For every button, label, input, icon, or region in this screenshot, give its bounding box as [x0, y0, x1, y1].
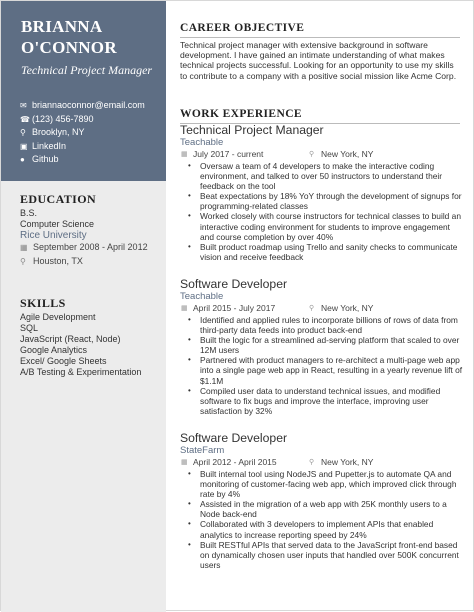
calendar-icon: ▦ [181, 459, 188, 466]
job-title: Technical Project Manager [180, 123, 324, 137]
contact-phone-text[interactable]: (123) 456-7890 [32, 113, 94, 124]
job-bullet: • Beat expectations by 18% YoY through the development of signups for programming-related classes [180, 191, 465, 211]
contact-location-text: Brooklyn, NY [32, 127, 85, 137]
job-entry [180, 277, 465, 416]
contact-github-link[interactable]: Github [32, 154, 59, 164]
job-location: New York, NY [321, 457, 374, 467]
job-bullet: • Oversaw a team of 4 developers to make the interactive coding environment, and talked to over 50 instructors to understand their feedback on the tool [180, 161, 465, 191]
job-bullet: • Built product roadmap using Trello and sanity checks to communicate vision and receive feedback [180, 242, 465, 262]
job-dates: April 2015 - July 2017 [193, 303, 276, 313]
contact-github[interactable] [20, 154, 164, 165]
job-bullet: • Worked closely with course instructors for technical classes to build an interactive coding environment for students to improve engagement and course completion by over 40% [180, 211, 465, 241]
job-dates: April 2012 - April 2015 [193, 457, 277, 467]
location-pin-icon: ⚲ [309, 459, 315, 466]
skill-item: Agile Development [20, 312, 96, 322]
email-icon: ✉ [20, 101, 27, 110]
education-field: Computer Science [20, 219, 95, 229]
job-entry [180, 431, 465, 570]
contact-list [20, 100, 164, 168]
experience-heading: WORK EXPERIENCE [180, 108, 302, 120]
contact-email-text[interactable]: briannaoconnor@email.com [32, 100, 145, 110]
education-dates: September 2008 - April 2012 [33, 242, 148, 252]
job-company: Teachable [180, 291, 224, 302]
skill-item: SQL [20, 323, 39, 333]
skill-item: JavaScript (React, Node) [20, 334, 121, 344]
job-meta [180, 457, 465, 468]
skill-item: Excel/ Google Sheets [20, 356, 107, 366]
job-entry [180, 123, 465, 262]
github-icon: ● [20, 155, 25, 164]
candidate-name: BRIANNA O'CONNOR [21, 17, 117, 57]
skills-list [20, 312, 160, 378]
job-title: Software Developer [180, 277, 288, 291]
linkedin-icon: ▣ [20, 141, 28, 151]
contact-linkedin-link[interactable]: LinkedIn [32, 140, 67, 151]
contact-linkedin[interactable] [20, 141, 164, 152]
job-bullet: • Identified and applied rules to incorporate billions of rows of data from third-party data feeds into product back-end [180, 315, 465, 335]
job-bullet: • Partnered with product managers to re-architect a multi-page web app into a single page web app in React, resulting in a yearly revenue lift of $1.1M [180, 355, 465, 385]
education-location-row [20, 256, 160, 267]
objective-heading: CAREER OBJECTIVE [180, 22, 305, 34]
calendar-icon: ▦ [20, 243, 28, 252]
contact-email[interactable] [20, 100, 164, 111]
location-pin-icon: ⚲ [309, 151, 315, 158]
objective-text: Technical project manager with extensive background in software development. I have gained an intimate understanding of what makes technical projects successful. Looking for an opportunity to use my skills to contribute to a company with a positive social mission like Acme Corp. [180, 40, 457, 81]
location-pin-icon: ⚲ [309, 305, 315, 312]
education-school: Rice University [20, 230, 87, 241]
phone-icon: ☎ [20, 114, 30, 124]
job-bullets [180, 315, 465, 416]
calendar-icon: ▦ [181, 305, 188, 312]
job-bullet: • Compiled user data to understand technical issues, and modified software to fix bugs and improve the interface, improving user satisfaction by 32% [180, 386, 465, 416]
job-bullet: • Assisted in the migration of a web app with 25K monthly users to a Node back-end [180, 499, 465, 519]
job-company: Teachable [180, 137, 224, 148]
contact-phone[interactable] [20, 114, 164, 125]
education-section [20, 208, 160, 267]
calendar-icon: ▦ [181, 151, 188, 158]
job-meta [180, 149, 465, 160]
job-bullets [180, 161, 465, 262]
job-bullet: • Collaborated with 3 developers to implement APIs that enabled analytics to increase reporting speed by 24% [180, 519, 465, 539]
job-dates: July 2017 - current [193, 149, 264, 159]
job-company: StateFarm [180, 445, 225, 456]
location-pin-icon: ⚲ [20, 128, 26, 137]
job-bullet: • Built the logic for a streamlined ad-serving platform that scaled to over 12M users [180, 335, 465, 355]
job-location: New York, NY [321, 303, 374, 313]
skill-item: Google Analytics [20, 345, 88, 355]
education-heading: EDUCATION [20, 192, 97, 206]
contact-location [20, 127, 164, 138]
job-bullets [180, 469, 465, 570]
job-title: Software Developer [180, 431, 288, 445]
sidebar-header [1, 1, 166, 181]
job-meta [180, 303, 465, 314]
location-pin-icon: ⚲ [20, 257, 26, 266]
education-degree: B.S. [20, 208, 38, 218]
job-bullet: • Built internal tool using NodeJS and Pupetter.js to automate QA and monitoring of customer-facing web app, which improved click through rate by 4% [180, 469, 465, 499]
job-bullet: • Built RESTful APIs that served data to the JavaScript front-end based on dynamically chosen user inputs that handled over 500K concurrent users [180, 540, 465, 570]
job-location: New York, NY [321, 149, 374, 159]
skills-heading: SKILLS [20, 296, 66, 310]
objective-divider [180, 37, 460, 38]
education-dates-row [20, 242, 160, 253]
education-location: Houston, TX [33, 256, 83, 266]
candidate-role: Technical Project Manager [21, 63, 153, 77]
skill-item: A/B Testing & Experimentation [20, 367, 142, 377]
